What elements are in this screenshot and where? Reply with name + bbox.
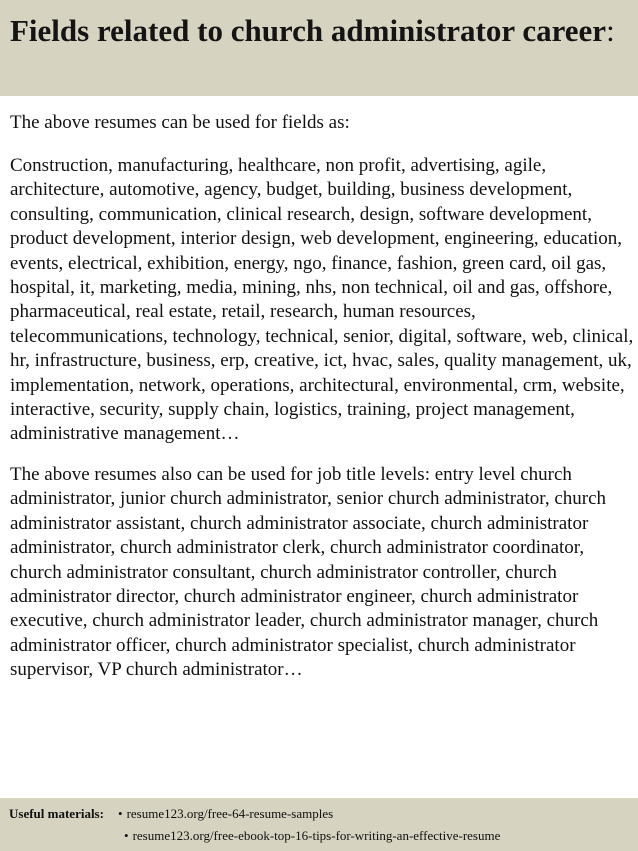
intro-text: The above resumes can be used for fields as: [10, 112, 350, 133]
useful-materials-footer [0, 798, 638, 851]
fields-paragraph: Construction, manufacturing, healthcare, non profit, advertising, agile, architecture, automotive, agency, budget, building, business development, consulting, communication, clinical research, design, software development, product development, interior design, web development, engineering, education, events, electrical, exhibition, energy, ngo, finance, fashion, green card, oil gas, hospital, it, marketing, media, mining, nhs, non technical, oil and gas, offshore, pharmaceutical, real estate, retail, research, human resources, telecommunications, technology, technical, senior, digital, software, web, clinical, hr, infrastructure, business, erp, creative, ict, hvac, sales, quality management, uk, implementation, network, operations, architectural, environmental, crm, website, interactive, security, supply chain, logistics, training, project management, administrative management… [10, 155, 634, 445]
page-title [10, 10, 630, 52]
ebook-tips-link[interactable]: resume123.org/free-ebook-top-16-tips-for-writing-an-effective-resume [132, 828, 501, 843]
bullet-icon: • [124, 828, 129, 843]
page-title-text: Fields related to church administrator career [10, 13, 607, 48]
useful-materials-list [118, 803, 500, 847]
useful-material-item [118, 803, 500, 825]
bullet-icon: • [118, 806, 123, 821]
job-titles-paragraph: The above resumes also can be used for job title levels: entry level church administrator, junior church administrator, senior church administrator, church administrator assistant, church administrator associate, church administrator administrator, church administrator clerk, church administrator coordinator, church administrator consultant, church administrator controller, church administrator director, church administrator engineer, church administrator executive, church administrator leader, church administrator manager, church administrator officer, church administrator specialist, church administrator supervisor, VP church administrator… [10, 463, 607, 681]
resume-samples-link[interactable]: resume123.org/free-64-resume-samples [126, 806, 334, 821]
main-content [10, 104, 634, 683]
page-title-colon: : [606, 13, 615, 48]
useful-materials-label: Useful materials: [9, 806, 104, 821]
useful-material-item [118, 825, 500, 847]
title-banner [0, 0, 638, 96]
